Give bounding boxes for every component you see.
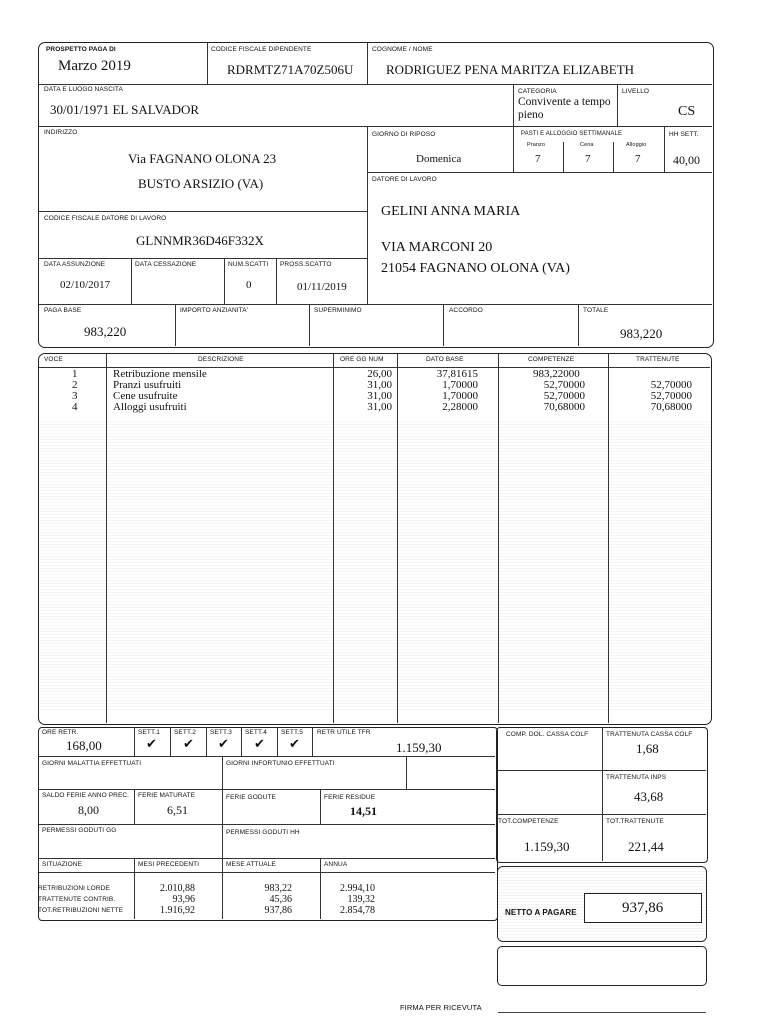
datore-indirizzo-1: VIA MARCONI 20	[381, 240, 493, 255]
alloggio-label: Alloggio	[626, 142, 647, 148]
pasti-label: PASTI E ALLOGGIO SETTIMANALE	[521, 131, 623, 137]
col-descrizione: DESCRIZIONE	[198, 356, 244, 363]
tratt-cassa-value: 1,68	[636, 741, 659, 756]
annua-label: ANNUA	[324, 861, 348, 868]
row-dato-base: 1,70000	[442, 390, 478, 402]
sett4-check-icon: ✔	[254, 737, 265, 752]
pross-label: PROSS.SCATTO	[280, 261, 332, 268]
row-ore: 31,00	[367, 379, 392, 391]
accordo-label: ACCORDO	[449, 307, 483, 314]
nome-label: COGNOME / NOME	[372, 46, 433, 53]
anzianita-label: IMPORTO ANZIANITA'	[180, 307, 249, 314]
situazione-row-label: RETRIBUZIONI LORDE	[38, 885, 110, 892]
col-competenze: COMPETENZE	[528, 356, 575, 363]
indirizzo-line2: BUSTO ARSIZIO (VA)	[138, 176, 264, 191]
row-competenze: 70,68000	[543, 401, 585, 413]
row-trattenute: 52,70000	[650, 379, 692, 391]
netto-label: NETTO A PAGARE	[505, 908, 577, 917]
scatti-value: 0	[246, 279, 252, 291]
paga-base-label: PAGA BASE	[44, 307, 82, 314]
saldo-ferie-value: 8,00	[78, 803, 99, 817]
col-voce: VOCE	[44, 356, 63, 363]
riposo-value: Domenica	[416, 153, 462, 165]
tratt-inps-label: TRATTENUTA INPS	[606, 774, 667, 781]
datore-indirizzo-2: 21054 FAGNANO OLONA (VA)	[381, 261, 570, 276]
col-dato-base: DATO BASE	[426, 356, 464, 363]
sett3-check-icon: ✔	[218, 737, 229, 752]
sett5-check-icon: ✔	[289, 737, 300, 752]
row-descrizione: Pranzi usufruiti	[113, 379, 182, 391]
pranzo-value: 7	[535, 153, 541, 165]
tot-tratt-label: TOT.TRATTENUTE	[606, 818, 664, 825]
cf-dipendente-label: CODICE FISCALE DIPENDENTE	[211, 46, 312, 53]
saldo-ferie-label: SALDO FERIE ANNO PREC.	[42, 792, 130, 799]
row-voce: 4	[72, 401, 78, 413]
situazione-att: 983,22	[264, 883, 292, 894]
ferie-residue-value: 14,51	[350, 804, 377, 818]
sett1-label: SETT.1	[138, 729, 160, 736]
comp-cassa-label: COMP. DOL. CASSA COLF	[506, 731, 589, 738]
permessi-gg-label: PERMESSI GODUTI GG	[42, 827, 117, 834]
row-competenze: 52,70000	[543, 390, 585, 402]
sett2-label: SETT.2	[174, 729, 196, 736]
row-ore: 26,00	[367, 368, 392, 380]
indirizzo-line1: Via FAGNANO OLONA 23	[128, 151, 277, 166]
row-dato-base: 37,81615	[436, 368, 478, 380]
firma-label: FIRMA PER RICEVUTA	[400, 1003, 482, 1012]
datore-nome: GELINI ANNA MARIA	[381, 204, 521, 219]
malattia-label: GIORNI MALATTIA EFFETTUATI	[42, 760, 142, 767]
signature-box	[497, 946, 707, 986]
totale-label: TOTALE	[583, 307, 609, 314]
col-trattenute: TRATTENUTE	[636, 356, 680, 363]
livello-label: LIVELLO	[622, 88, 650, 95]
row-voce: 3	[72, 390, 78, 402]
paga-base-value: 983,220	[84, 324, 127, 339]
netto-value: 937,86	[622, 900, 664, 916]
row-trattenute: 52,70000	[650, 390, 692, 402]
sett1-check-icon: ✔	[146, 737, 157, 752]
tfr-label: RETR UTILE TFR	[317, 729, 371, 736]
pranzo-label: Pranzo	[527, 142, 546, 148]
tot-comp-label: TOT.COMPETENZE	[498, 818, 559, 825]
categoria-line1: Convivente a tempo	[518, 96, 611, 108]
sett2-check-icon: ✔	[183, 737, 194, 752]
tot-comp-value: 1.159,30	[524, 839, 570, 854]
situazione-prec: 93,96	[172, 894, 195, 905]
assunzione-label: DATA ASSUNZIONE	[44, 261, 106, 268]
situazione-prec: 2.010,88	[160, 883, 195, 894]
assunzione-value: 02/10/2017	[60, 279, 111, 291]
row-dato-base: 1,70000	[442, 379, 478, 391]
row-voce: 2	[72, 379, 78, 391]
sett3-label: SETT.3	[210, 729, 232, 736]
permessi-hh-label: PERMESSI GODUTI HH	[226, 829, 300, 836]
cena-value: 7	[585, 153, 591, 165]
row-trattenute: 70,68000	[650, 401, 692, 413]
row-competenze: 52,70000	[543, 379, 585, 391]
cf-datore: GLNNMR36D46F332X	[136, 233, 264, 248]
situazione-att: 937,86	[264, 905, 292, 916]
ferie-residue-label: FERIE RESIDUE	[324, 794, 376, 801]
firma-line	[498, 1012, 706, 1013]
situazione-annua: 2.994,10	[340, 883, 375, 894]
ore-retr-value: 168,00	[66, 738, 102, 753]
situazione-prec: 1.916,92	[160, 905, 195, 916]
row-competenze: 983,22000	[533, 368, 580, 380]
cf-dipendente: RDRMTZ71A70Z506U	[227, 62, 354, 77]
alloggio-value: 7	[635, 153, 641, 165]
superminimo-label: SUPERMINIMO	[314, 307, 362, 314]
sett5-label: SETT.5	[281, 729, 303, 736]
col-ore: ORE GG NUM	[340, 356, 384, 363]
situazione-label: SITUAZIONE	[42, 861, 83, 868]
row-descrizione: Cene usufruite	[113, 390, 178, 402]
categoria-line2: pieno	[518, 109, 544, 121]
row-descrizione: Alloggi usufruiti	[113, 401, 187, 413]
situazione-row-label: TRATTENUTE CONTRIB.	[38, 896, 116, 903]
indirizzo-label: INDIRIZZO	[44, 129, 78, 136]
infortunio-label: GIORNI INFORTUNIO EFFETTUATI	[226, 760, 335, 767]
datore-label: DATORE DI LAVORO	[372, 176, 437, 183]
ferie-maturate-label: FERIE MATURATE	[138, 792, 196, 799]
prospetto-label: PROSPETTO PAGA DI	[46, 46, 116, 53]
cf-datore-label: CODICE FISCALE DATORE DI LAVORO	[44, 215, 167, 222]
ore-retr-label: ORE RETR.	[42, 729, 79, 736]
totale-value: 983,220	[620, 326, 663, 341]
riposo-label: GIORNO DI RIPOSO	[372, 131, 436, 138]
row-voce: 1	[72, 368, 78, 380]
categoria-label: CATEGORIA	[518, 88, 557, 95]
tratt-inps-value: 43,68	[634, 789, 664, 804]
mese-att-label: MESE ATTUALE	[226, 861, 276, 868]
tfr-value: 1.159,30	[396, 740, 442, 755]
row-ore: 31,00	[367, 390, 392, 402]
hh-label: HH SETT.	[669, 131, 699, 138]
employee-name: RODRIGUEZ PENA MARITZA ELIZABETH	[386, 62, 635, 77]
ferie-maturate-value: 6,51	[167, 803, 188, 817]
row-ore: 31,00	[367, 401, 392, 413]
tratt-cassa-label: TRATTENUTA CASSA COLF	[606, 731, 693, 738]
pross-value: 01/11/2019	[297, 281, 347, 293]
cessazione-label: DATA CESSAZIONE	[135, 261, 197, 268]
tot-tratt-value: 221,44	[628, 839, 664, 854]
row-dato-base: 2,28000	[442, 401, 478, 413]
hh-value: 40,00	[673, 153, 700, 167]
situazione-row-label: TOT.RETRIBUZIONI NETTE	[38, 907, 124, 914]
situazione-annua: 139,32	[347, 894, 375, 905]
cena-label: Cena	[580, 142, 594, 148]
nascita-value: 30/01/1971 EL SALVADOR	[50, 102, 200, 117]
nascita-label: DATA E LUOGO NASCITA	[44, 86, 123, 93]
scatti-label: NUM.SCATTI	[228, 261, 269, 268]
mesi-prec-label: MESI PRECEDENTI	[138, 861, 200, 868]
pay-month: Marzo 2019	[58, 58, 131, 74]
situazione-annua: 2.854,78	[340, 905, 375, 916]
ferie-godute-label: FERIE GODUTE	[226, 794, 276, 801]
sett4-label: SETT.4	[245, 729, 267, 736]
row-descrizione: Retribuzione mensile	[113, 368, 207, 380]
header-frame	[38, 42, 714, 348]
situazione-att: 45,36	[269, 894, 292, 905]
livello-value: CS	[678, 104, 696, 119]
